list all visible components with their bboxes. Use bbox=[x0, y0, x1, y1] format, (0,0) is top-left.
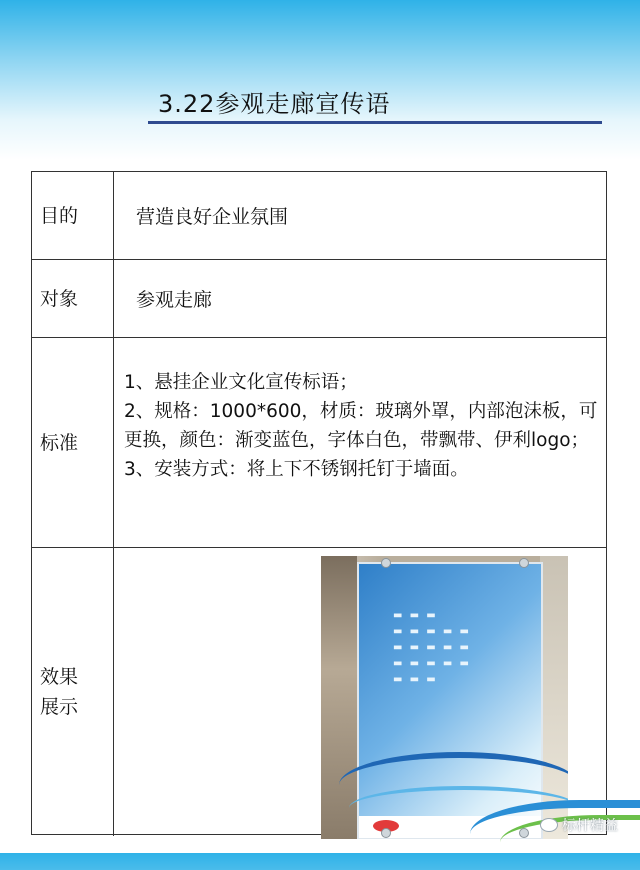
wechat-icon bbox=[540, 818, 558, 832]
row-label-standard: 标准 bbox=[32, 338, 114, 547]
title-underline bbox=[148, 121, 602, 124]
standard-item: 3、安装方式：将上下不锈钢托钉于墙面。 bbox=[124, 459, 469, 480]
signboard-panel bbox=[357, 562, 543, 839]
row-label-target: 对象 bbox=[32, 260, 114, 337]
table-row bbox=[32, 172, 606, 260]
row-content-target: 参观走廊 bbox=[136, 289, 213, 311]
watermark bbox=[540, 815, 618, 835]
mount-screw bbox=[519, 558, 529, 568]
effect-photo bbox=[321, 556, 568, 839]
row-label-effect-line1: 效果 bbox=[40, 666, 79, 688]
row-label-purpose: 目的 bbox=[32, 172, 114, 259]
row-label-effect bbox=[32, 548, 114, 836]
row-content-standard bbox=[114, 338, 606, 547]
standard-item: 2、规格：1000*600，材质：玻璃外罩，内部泡沫板，可更换，颜色：渐变蓝色，字体白色，带飘带、伊利logo； bbox=[124, 401, 598, 451]
table-row bbox=[32, 338, 606, 548]
page-title: 3.22参观走廊宣传语 bbox=[158, 90, 391, 118]
table-row bbox=[32, 260, 606, 338]
row-content-purpose: 营造良好企业氛围 bbox=[136, 206, 289, 228]
table-row bbox=[32, 548, 606, 836]
spec-table bbox=[31, 171, 607, 835]
mount-screw bbox=[381, 828, 391, 838]
watermark-text: 标杆精益 bbox=[562, 818, 618, 834]
row-content-effect bbox=[114, 548, 606, 836]
standard-item: 1、悬挂企业文化宣传标语； bbox=[124, 372, 358, 393]
row-label-effect-line2: 展示 bbox=[40, 696, 79, 718]
signboard-text-blur: ▬ ▬ ▬ ▬ ▬ ▬ ▬ ▬ ▬ ▬ ▬ ▬ ▬ ▬ ▬ ▬ ▬ ▬ ▬ ▬ ▬ bbox=[393, 610, 471, 685]
mount-screw bbox=[381, 558, 391, 568]
